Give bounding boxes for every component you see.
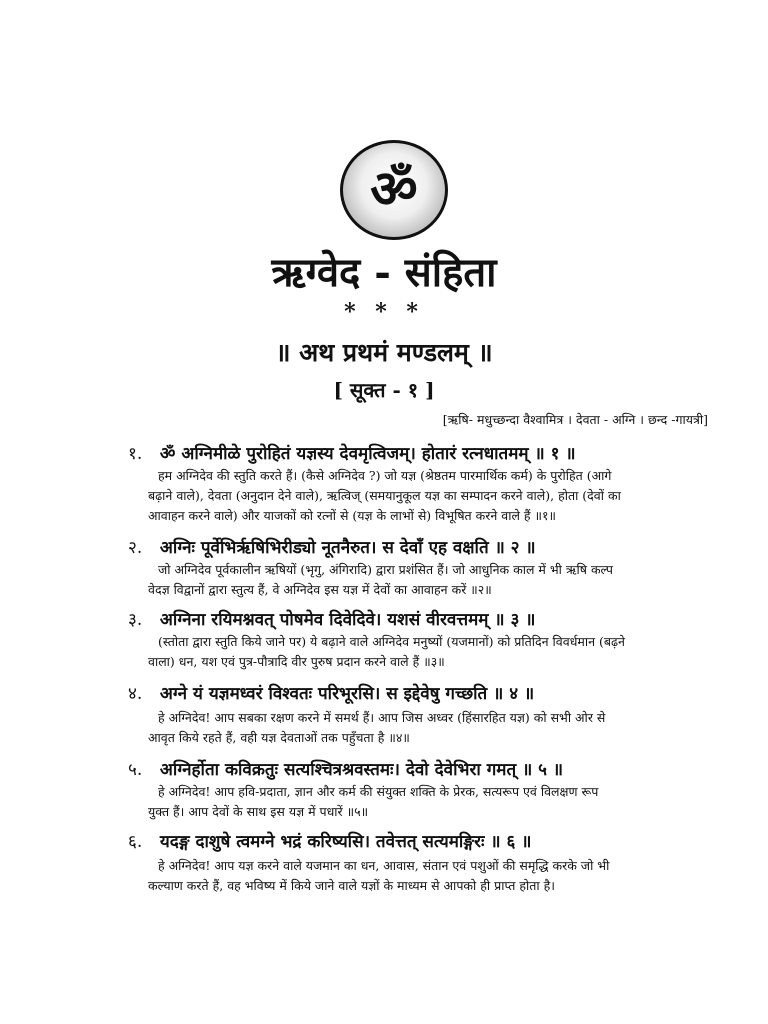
translation-line: कल्याण करते हैं, वह भविष्य में किये जाने वाले यज्ञों के माध्यम से आपको ही प्राप्त होता है। <box>148 878 555 893</box>
verse-number: २. <box>128 538 143 558</box>
translation-1 <box>148 466 710 526</box>
translation-line: बढ़ाने वाले), देवता (अनुदान देने वाले), ऋत्विज् (समयानुकूल यज्ञ का सम्पादन करने वाले), होता (देवों का <box>148 488 621 503</box>
verse-5 <box>128 758 728 782</box>
translation-line: हे अग्निदेव! आप सबका रक्षण करने में समर्थ हैं। आप जिस अध्वर (हिंसारहित यज्ञ) को सभी ओर से <box>158 710 606 725</box>
translation-line: हम अग्निदेव की स्तुति करते हैं। (कैसे अग्निदेव ?) जो यज्ञ (श्रेष्ठतम पारमार्थिक कर्म) के पुरोहित (आगे <box>158 468 612 483</box>
translation-line: हे अग्निदेव! आप यज्ञ करने वाले यजमान का धन, आवास, संतान एवं पशुओं की समृद्धि करके जो भी <box>158 858 610 873</box>
verse-text: अग्निना रयिमश्नवत् पोषमेव दिवेदिवे। यशसं वीरवत्तमम् ॥ ३ ॥ <box>159 610 536 630</box>
verse-3 <box>128 608 728 632</box>
verse-text: ॐ अग्निमीळे पुरोहितं यज्ञस्य देवमृत्विजम्। होतारं रत्नधातमम् ॥ १ ॥ <box>159 444 576 464</box>
translation-3 <box>148 632 710 672</box>
translation-line: आवृत किये रहते हैं, वही यज्ञ देवताओं तक पहुँचता है ॥४॥ <box>148 730 410 745</box>
translation-6 <box>148 856 710 896</box>
star-divider: * * * <box>344 299 424 325</box>
translation-line: वेदज्ञ विद्वानों द्वारा स्तुत्य हैं, वे अग्निदेव इस यज्ञ में देवों का आवाहन करें ॥२॥ <box>148 582 492 597</box>
translation-line: युक्त हैं। आप देवों के साथ इस यज्ञ में पधारें ॥५॥ <box>148 804 369 819</box>
verse-number: १. <box>128 444 143 464</box>
verse-text: यदङ्ग दाशुषे त्वमग्ने भद्रं करिष्यसि। तवेत्तत् सत्यमङ्गिरः ॥ ६ ॥ <box>159 832 532 852</box>
sukta-meta: [ऋषि- मधुच्छन्दा वैश्वामित्र । देवता - अग्नि । छन्द -गायत्री] <box>442 412 708 427</box>
sukta-heading: [ सूक्त - १ ] <box>333 378 435 402</box>
page-title: ऋग्वेद - संहिता <box>271 249 497 296</box>
translation-line: आवाहन करने वाले) और याजकों को रत्नों से (यज्ञ के लाभों से) विभूषित करने वाले हैं ॥१॥ <box>148 508 557 523</box>
verse-1 <box>128 442 728 466</box>
verse-text: अग्निर्होता कविक्रतुः सत्यश्चित्रश्रवस्तमः। देवो देवेभिरा गमत् ॥ ५ ॥ <box>159 760 564 780</box>
verse-number: ४. <box>128 684 143 704</box>
translation-2 <box>148 560 710 600</box>
om-symbol-icon: ॐ <box>370 159 418 220</box>
translation-line: जो अग्निदेव पूर्वकालीन ऋषियों (भृगु, अंगिरादि) द्वारा प्रशंसित हैं। जो आधुनिक काल में भी ऋषि कल्प <box>158 562 614 577</box>
verse-text: अग्ने यं यज्ञमध्वरं विश्वतः परिभूरसि। स इद्देवेषु गच्छति ॥ ४ ॥ <box>159 684 535 704</box>
mandal-heading: ॥ अथ प्रथमं मण्डलम् ॥ <box>275 338 493 367</box>
om-emblem <box>340 140 448 240</box>
verse-number: ६. <box>128 832 143 852</box>
translation-line: हे अग्निदेव! आप हवि-प्रदाता, ज्ञान और कर्म की संयुक्त शक्ति के प्रेरक, सत्यरूप एवं विलक्षण रूप <box>158 784 599 799</box>
translation-5 <box>148 782 710 822</box>
translation-line: (स्तोता द्वारा स्तुति किये जाने पर) ये बढ़ाने वाले अग्निदेव मनुष्यों (यजमानों) को प्रतिदिन विवर्धमान (बढ़ने <box>158 634 625 649</box>
verse-text: अग्निः पूर्वेभिर्ऋषिभिरीड्यो नूतनैरुत। स देवाँ एह वक्षति ॥ २ ॥ <box>159 538 536 558</box>
verse-4 <box>128 682 728 706</box>
translation-line: वाला) धन, यश एवं पुत्र-पौत्रादि वीर पुरुष प्रदान करने वाले हैं ॥३॥ <box>148 654 445 669</box>
verse-6 <box>128 830 728 854</box>
verse-2 <box>128 536 728 560</box>
translation-4 <box>148 708 710 748</box>
verse-number: ३. <box>128 610 143 630</box>
verse-number: ५. <box>128 760 143 780</box>
